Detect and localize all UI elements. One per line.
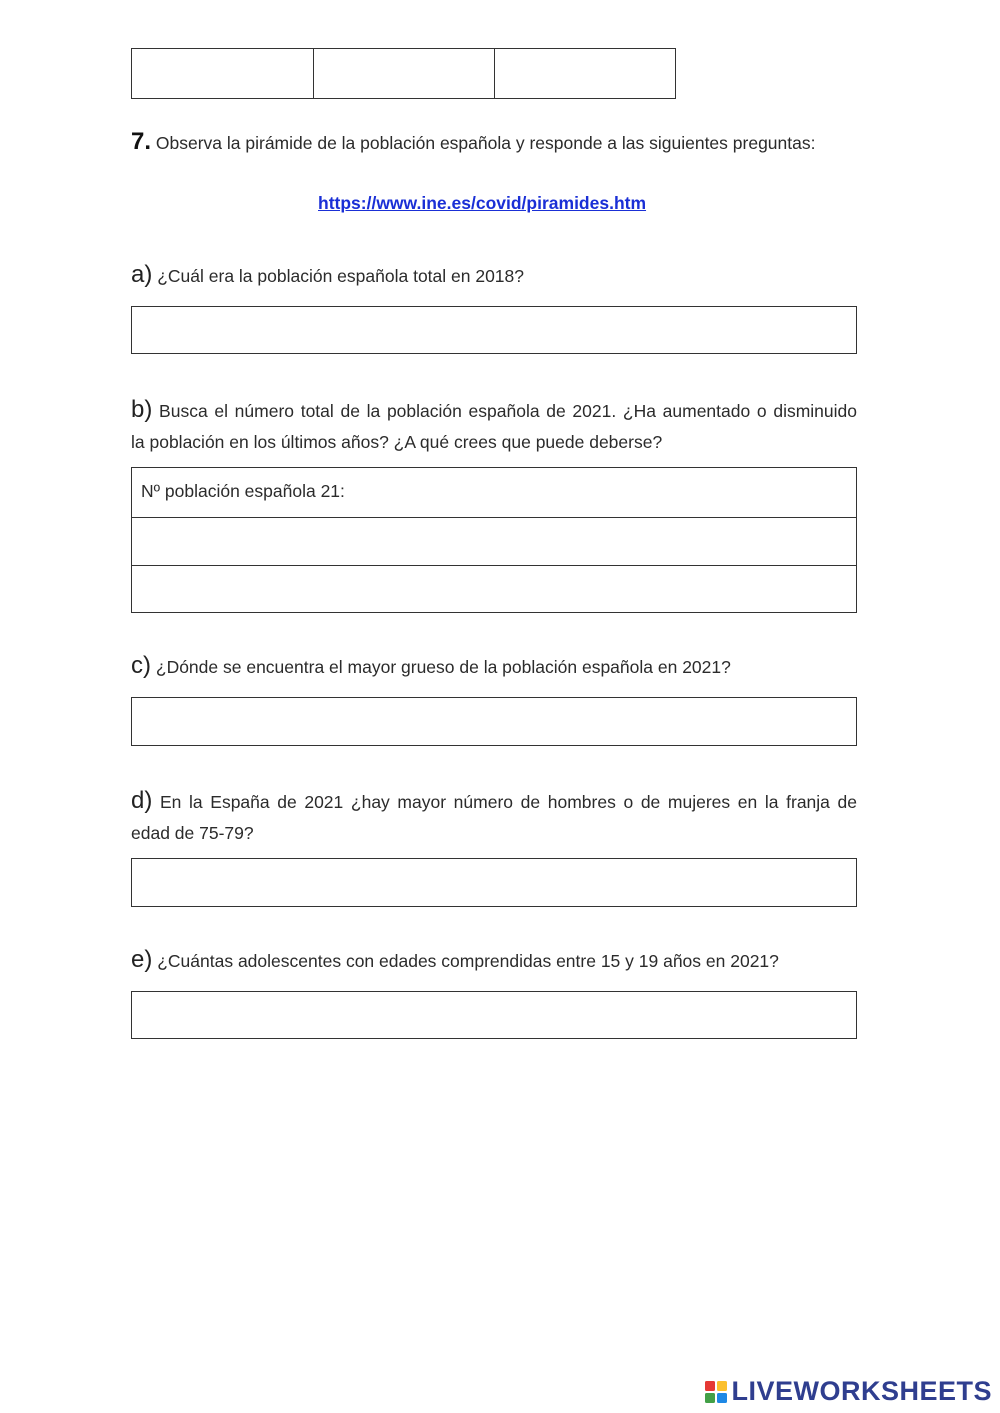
- question-b-letter: b): [131, 396, 153, 423]
- answer-d-box[interactable]: [131, 858, 857, 907]
- question-c-text: ¿Dónde se encuentra el mayor grueso de la población española en 2021?: [155, 657, 731, 677]
- question-e-text: ¿Cuántas adolescentes con edades comprendidas entre 15 y 19 años en 2021?: [157, 951, 779, 971]
- question-b-line-2: la población en los últimos años? ¿A qué crees que puede deberse?: [131, 432, 663, 452]
- liveworksheets-logo: [704, 1376, 992, 1407]
- answer-b-row-2[interactable]: [132, 518, 856, 566]
- question-7-text: Observa la pirámide de la población española y responde a las siguientes preguntas:: [155, 133, 816, 153]
- question-b-line-1: [131, 394, 857, 427]
- question-d-letter: d): [131, 787, 153, 814]
- answer-b-row-3[interactable]: [132, 566, 856, 612]
- answer-a-box[interactable]: [131, 306, 857, 354]
- liveworksheets-logo-text: LIVEWORKSHEETS: [731, 1376, 992, 1406]
- question-c-letter: c): [131, 652, 151, 679]
- question-d-line-1: [131, 785, 857, 818]
- question-c: [131, 652, 731, 679]
- answer-b-row-1-label: Nº población española 21:: [141, 481, 345, 501]
- question-a-text: ¿Cuál era la población española total en 2018?: [157, 266, 525, 286]
- answer-b-row-1[interactable]: [132, 468, 856, 518]
- question-e: [131, 946, 779, 973]
- question-a-letter: a): [131, 261, 153, 288]
- answer-e-box[interactable]: [131, 991, 857, 1039]
- answer-c-box[interactable]: [131, 697, 857, 746]
- question-7-number: 7.: [131, 128, 152, 155]
- question-d-line-2: edad de 75-79?: [131, 823, 254, 843]
- question-b-text-1: Busca el número total de la población española de 2021. ¿Ha aumentado o disminuido: [159, 401, 857, 421]
- top-table-cell-3[interactable]: [495, 49, 675, 98]
- ine-pyramid-link[interactable]: https://www.ine.es/covid/piramides.htm: [318, 193, 647, 213]
- question-a: [131, 261, 525, 288]
- question-e-letter: e): [131, 946, 153, 973]
- question-d-text-1: En la España de 2021 ¿hay mayor número de hombres o de mujeres en la franja de: [159, 792, 857, 812]
- liveworksheets-icon: [704, 1380, 728, 1404]
- answer-b-table: [131, 467, 857, 613]
- top-table-cell-2[interactable]: [314, 49, 495, 98]
- top-table: [131, 48, 676, 99]
- top-table-cell-1[interactable]: [132, 49, 314, 98]
- question-7: [131, 128, 816, 155]
